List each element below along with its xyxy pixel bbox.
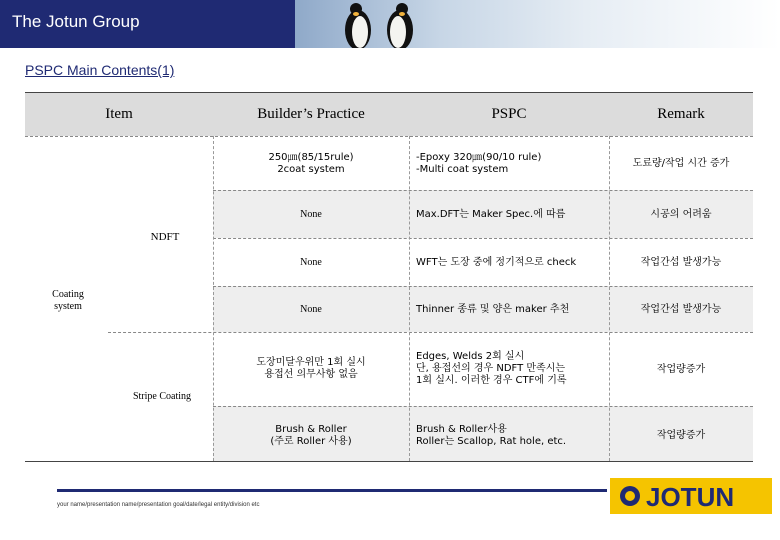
row3-remark: 작업간섭 발생가능 — [640, 257, 722, 268]
row1-pspc: -Epoxy 320㎛(90/10 rule) -Multi coat system — [416, 152, 542, 175]
row-divider — [213, 406, 753, 407]
footer-bar — [57, 489, 607, 492]
row5-builder: 도장미달우위만 1회 실시 용접선 의무사항 없음 — [256, 357, 366, 380]
row3-pspc: WFT는 도장 중에 정기적으로 check — [416, 257, 577, 268]
header-builders-practice: Builder’s Practice — [213, 92, 409, 136]
col-divider — [609, 136, 610, 461]
section-title: PSPC Main Contents(1) — [25, 62, 175, 78]
row3-builder: None — [300, 257, 322, 268]
row1-builder: 250㎛(85/15rule) 2coat system — [268, 152, 354, 175]
jotun-logo — [610, 478, 772, 514]
header-item: Item — [25, 92, 213, 136]
row4-pspc: Thinner 종류 및 양은 maker 추천 — [416, 304, 570, 315]
row6-builder: Brush & Roller (주로 Roller 사용) — [270, 424, 352, 447]
header — [0, 0, 780, 48]
header-divider — [25, 136, 753, 137]
row-divider — [213, 238, 753, 239]
header-remark: Remark — [609, 92, 753, 136]
row2-builder: None — [300, 209, 322, 220]
penguins-image — [320, 0, 440, 48]
row-divider — [213, 286, 753, 287]
col-divider — [213, 136, 214, 461]
group-stripe-coating: Stripe Coating — [132, 391, 192, 402]
row6-pspc: Brush & Roller사용 Roller는 Scallop, Rat hole, etc. — [416, 424, 567, 447]
row-divider — [213, 190, 753, 191]
row5-pspc: Edges, Welds 2회 실시 단, 용접선의 경우 NDFT 만족시는 1회 실시. 이러한 경우 CTF에 기록 — [416, 351, 567, 386]
row2-remark: 시공의 어려움 — [650, 209, 712, 220]
table-top-border — [25, 92, 753, 93]
row4-builder: None — [300, 304, 322, 315]
row2-pspc: Max.DFT는 Maker Spec.에 따름 — [416, 209, 566, 220]
header-title: The Jotun Group — [12, 12, 140, 31]
group-ndft: NDFT — [150, 231, 180, 243]
col-divider — [409, 136, 410, 461]
header-pspc: PSPC — [409, 92, 609, 136]
table-bottom-border — [25, 461, 753, 462]
footer-text: your name/presentation name/presentation goal/date/legal entity/division etc — [57, 502, 260, 508]
row5-remark: 작업량증가 — [656, 364, 706, 375]
group-coating-system: Coating system — [52, 289, 84, 312]
row4-remark: 작업간섭 발생가능 — [640, 304, 722, 315]
row1-remark: 도료량/작업 시간 증가 — [632, 158, 730, 169]
group-divider — [108, 332, 753, 333]
row6-remark: 작업량증가 — [656, 430, 706, 441]
svg-text:JOTUN: JOTUN — [646, 482, 735, 512]
